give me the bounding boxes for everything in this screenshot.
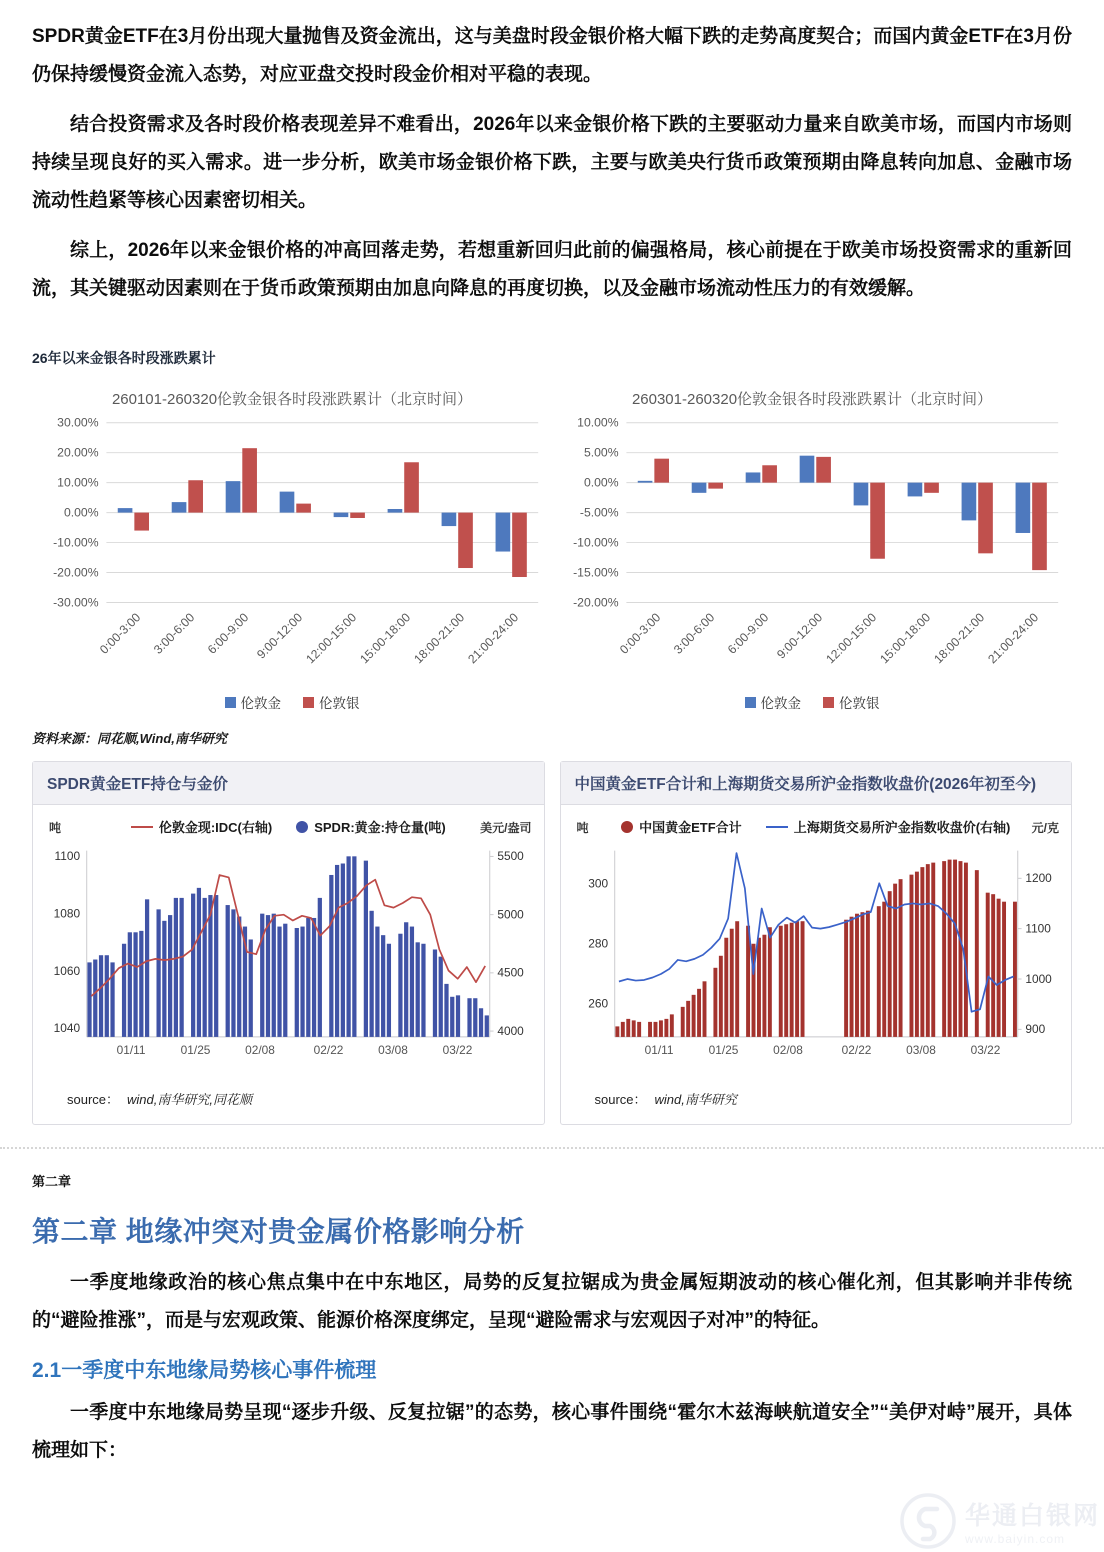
right-tick-label: 1200 <box>1024 871 1052 886</box>
bar-gold <box>854 483 869 506</box>
paragraph-2: 结合投资需求及各时段价格表现差异不难看出，2026年以来金银价格下跌的主要驱动力量来自欧美市场，而国内市场则持续呈现良好的买入需求。进一步分析，欧美市场金银价格下跌，主要与欧美央行货币政策预期由降息转向加息、金融市场流动性趋紧等核心因素密切相关。 <box>32 114 1072 211</box>
chart-legend <box>38 692 546 712</box>
watermark <box>899 1492 1100 1550</box>
legend-item-line <box>131 817 272 836</box>
bar <box>974 871 978 1038</box>
legend-item-line <box>766 817 1011 836</box>
bar <box>620 1022 624 1037</box>
bar-gold <box>1016 483 1031 533</box>
bar <box>648 1022 652 1037</box>
x-tick-label: 18:00-21:00 <box>931 610 988 667</box>
bar-gold <box>496 513 511 552</box>
bar-silver <box>924 483 939 493</box>
source-value: wind,南华研究 <box>654 1092 737 1108</box>
bar <box>669 1015 673 1038</box>
bar <box>653 1022 657 1037</box>
grouped-bar-chart-svg <box>38 411 546 690</box>
bar <box>479 1009 483 1038</box>
x-tick-label: 12:00-15:00 <box>303 610 360 667</box>
bar <box>893 884 897 1037</box>
line-swatch-icon <box>131 826 153 829</box>
bar <box>456 996 460 1038</box>
right-tick-label: 1100 <box>1024 921 1051 936</box>
bar <box>697 989 701 1037</box>
bar <box>346 857 350 1038</box>
x-tick-label: 18:00-21:00 <box>411 610 468 667</box>
legend-item <box>303 692 360 712</box>
left-tick-label: 1040 <box>53 1021 81 1036</box>
bar-gold <box>908 483 923 497</box>
bar <box>128 933 132 1038</box>
legend-label: 伦敦金 <box>240 696 281 712</box>
bar <box>329 875 333 1037</box>
x-tick-label: 15:00-18:00 <box>877 610 934 667</box>
y-tick-label: -20.00% <box>573 595 619 610</box>
y-tick-label: 10.00% <box>57 475 99 490</box>
bar <box>197 888 201 1037</box>
bar <box>421 944 425 1037</box>
price-line <box>91 875 485 996</box>
bar <box>985 893 989 1037</box>
bar <box>947 860 951 1037</box>
bar <box>855 914 859 1037</box>
left-tick-label: 1080 <box>53 906 81 921</box>
bar <box>87 963 91 1038</box>
bar-silver <box>978 483 993 554</box>
combo-chart-svg <box>43 843 534 1079</box>
bar <box>203 898 207 1037</box>
x-tick-label: 03/22 <box>442 1043 473 1058</box>
bar <box>718 956 722 1037</box>
left-tick-label: 1060 <box>53 964 81 979</box>
legend-label: 中国黄金ETF合计 <box>639 820 742 836</box>
bar-silver <box>188 480 203 512</box>
bar-gold <box>962 483 977 521</box>
bar <box>844 920 848 1037</box>
bar <box>942 862 946 1038</box>
left-axis-unit: 吨 <box>576 821 589 836</box>
x-tick-label: 03/08 <box>905 1043 936 1058</box>
bar-gold <box>692 483 707 493</box>
left-tick-label: 280 <box>587 936 608 951</box>
bar <box>767 928 771 1038</box>
bar <box>398 934 402 1037</box>
bar-gold <box>226 481 241 512</box>
grouped-bar-chart-svg <box>558 411 1066 690</box>
x-tick-label: 01/25 <box>180 1043 211 1058</box>
bar <box>658 1021 662 1038</box>
page-break-divider <box>0 1147 1104 1149</box>
bar <box>370 911 374 1037</box>
x-tick-label: 6:00-9:00 <box>204 610 252 657</box>
bar <box>925 865 929 1038</box>
bar <box>865 911 869 1037</box>
panel-source <box>43 1079 534 1116</box>
combo-legend-row <box>571 817 1062 841</box>
x-tick-label: 01/11 <box>116 1043 146 1058</box>
x-tick-label: 3:00-6:00 <box>670 610 718 657</box>
bar <box>283 924 287 1037</box>
chart-legend <box>558 692 1066 712</box>
bar <box>887 892 891 1038</box>
chapter-paragraph-2: 一季度中东地缘局势呈现“逐步升级、反复拉锯”的态势，核心事件围绕“霍尔木兹海峡航道安全”“美伊对峙”展开，具体梳理如下： <box>32 1402 1072 1462</box>
panel-spdr-gold-etf <box>32 761 545 1125</box>
source-label: source： <box>594 1092 647 1108</box>
watermark-logo-icon <box>899 1492 957 1550</box>
bar-gold <box>746 472 761 482</box>
bar-silver <box>134 513 149 531</box>
bar <box>352 857 356 1038</box>
y-tick-label: -30.00% <box>53 595 99 610</box>
bar <box>626 1019 630 1037</box>
chart-jan-to-mar <box>32 382 552 712</box>
panel-china-gold-etf <box>560 761 1073 1125</box>
x-tick-label: 9:00-12:00 <box>254 610 306 662</box>
bar <box>387 944 391 1037</box>
right-tick-label: 5000 <box>497 907 524 922</box>
bar-silver <box>350 513 365 518</box>
bar <box>958 862 962 1038</box>
legend-label: SPDR:黄金:持仓量(吨) <box>314 820 446 836</box>
line-swatch-icon <box>766 826 788 829</box>
bar <box>686 1001 690 1037</box>
bar-silver <box>708 483 723 489</box>
chapter-paragraph-1: 一季度地缘政治的核心焦点集中在中东地区，局势的反复拉锯成为贵金属短期波动的核心催化剂，但其影响并非传统的“避险推涨”，而是与宏观政策、能源价格深度绑定，呈现“避险需求与宏观因子对冲”的特征。 <box>32 1272 1072 1332</box>
y-tick-label: 10.00% <box>577 415 619 430</box>
legend-label: 伦敦金 <box>760 696 801 712</box>
bar <box>226 905 230 1037</box>
bar <box>341 864 345 1037</box>
bar <box>963 863 967 1037</box>
bar <box>133 933 137 1038</box>
legend-label: 上海期货交易所沪金指数收盘价(右轴) <box>793 820 1011 836</box>
bar <box>713 968 717 1037</box>
x-tick-label: 12:00-15:00 <box>823 610 880 667</box>
panels-row <box>32 761 1072 1125</box>
bar <box>991 895 995 1038</box>
bar <box>272 914 276 1037</box>
bar <box>664 1019 668 1037</box>
bar-silver <box>870 483 885 559</box>
bar <box>680 1007 684 1037</box>
bar-silver <box>762 465 777 482</box>
bar <box>778 926 782 1037</box>
legend-item <box>745 692 802 712</box>
bar-silver <box>816 457 831 483</box>
x-tick-label: 6:00-9:00 <box>724 610 772 657</box>
bar <box>145 900 149 1038</box>
panel-title: 中国黄金ETF合计和上海期货交易所沪金指数收盘价(2026年初至今) <box>561 762 1072 805</box>
left-tick-label: 260 <box>587 997 608 1012</box>
bar <box>168 915 172 1037</box>
x-tick-label: 02/08 <box>772 1043 803 1058</box>
x-tick-label: 02/08 <box>245 1043 275 1058</box>
x-tick-label: 03/08 <box>378 1043 408 1058</box>
top-charts-row <box>32 382 1072 712</box>
y-tick-label: -10.00% <box>53 535 99 550</box>
right-tick-label: 1000 <box>1024 972 1052 987</box>
bar <box>266 915 270 1037</box>
y-tick-label: -15.00% <box>573 565 619 580</box>
bar <box>139 931 143 1037</box>
combo-chart-svg <box>571 843 1062 1079</box>
bar <box>444 984 448 1037</box>
left-tick-label: 300 <box>587 876 608 891</box>
chapter-marker: 第二章 <box>32 1174 72 1190</box>
x-tick-label: 01/11 <box>644 1043 673 1058</box>
bar <box>375 927 379 1037</box>
right-tick-label: 5500 <box>497 849 524 864</box>
bar-silver <box>654 459 669 483</box>
bar <box>637 1022 641 1037</box>
bar <box>882 902 886 1037</box>
x-tick-label: 3:00-6:00 <box>150 610 198 657</box>
bar-gold <box>334 513 349 517</box>
bar <box>306 918 310 1037</box>
legend-label: 伦敦银 <box>319 696 360 712</box>
watermark-url: www.baiyin.com <box>964 1532 1066 1546</box>
bar <box>381 936 385 1038</box>
y-tick-label: 0.00% <box>583 475 619 490</box>
bar-gold <box>172 502 187 512</box>
combo-legend-row <box>43 817 534 841</box>
source-value: wind,南华研究,同花顺 <box>127 1092 252 1108</box>
bar <box>996 899 1000 1037</box>
bar <box>931 863 935 1037</box>
legend-label: 伦敦金现:IDC(右轴) <box>158 820 273 836</box>
x-tick-label: 0:00-3:00 <box>96 610 144 657</box>
left-axis-unit: 吨 <box>49 821 62 836</box>
chart-title: 260101-260320伦敦金银各时段涨跌累计（北京时间） <box>111 391 473 408</box>
bar <box>485 1016 489 1037</box>
bar <box>784 925 788 1038</box>
section-2-1-heading: 2.1一季度中东地缘局势核心事件梳理 <box>32 1359 377 1383</box>
legend-item <box>225 692 282 712</box>
bar <box>702 982 706 1038</box>
bar <box>735 922 739 1038</box>
bar-gold <box>280 492 295 513</box>
bar-silver <box>242 448 257 512</box>
bar <box>162 921 166 1037</box>
legend-swatch-icon <box>823 697 834 708</box>
bar <box>404 923 408 1038</box>
bar <box>122 944 126 1037</box>
x-tick-label: 02/22 <box>313 1043 344 1058</box>
y-tick-label: -10.00% <box>573 535 619 550</box>
bar-gold <box>442 513 457 526</box>
bar <box>467 999 471 1038</box>
right-tick-label: 4500 <box>497 966 524 981</box>
bar-gold <box>118 508 133 512</box>
chart-title: 260301-260320伦敦金银各时段涨跌累计（北京时间） <box>631 391 993 408</box>
bar <box>433 950 437 1037</box>
legend-swatch-icon <box>225 697 236 708</box>
panel-body <box>33 805 544 1124</box>
bar <box>410 927 414 1037</box>
bar-silver <box>404 462 419 512</box>
y-tick-label: -20.00% <box>53 565 99 580</box>
bar <box>335 865 339 1037</box>
intro-section <box>32 18 1072 308</box>
y-tick-label: 0.00% <box>63 505 99 520</box>
legend-item-bar <box>296 817 445 836</box>
legend-swatch-icon <box>303 697 314 708</box>
bar <box>876 907 880 1038</box>
bar <box>914 872 918 1037</box>
bar <box>729 929 733 1037</box>
x-tick-label: 21:00-24:00 <box>465 610 522 667</box>
bar <box>860 913 864 1038</box>
panel-title: SPDR黄金ETF持仓与金价 <box>33 762 544 805</box>
x-tick-label: 9:00-12:00 <box>774 610 826 662</box>
x-tick-label: 03/22 <box>970 1043 1000 1058</box>
bar <box>156 910 160 1038</box>
bar-silver <box>296 504 311 513</box>
legend-swatch-icon <box>745 697 756 708</box>
bar <box>312 918 316 1037</box>
right-tick-label: 4000 <box>497 1024 524 1039</box>
bar <box>1002 902 1006 1037</box>
bar <box>237 917 241 1037</box>
bar <box>789 923 793 1037</box>
bar-gold <box>800 456 815 483</box>
right-tick-label: 900 <box>1024 1022 1045 1037</box>
bar <box>174 898 178 1037</box>
panel-source <box>571 1079 1062 1116</box>
paragraph-1: SPDR黄金ETF在3月份出现大量抛售及资金流出，这与美盘时段金银价格大幅下跌的走势高度契合；而国内黄金ETF在3月份仍保持缓慢资金流入态势，对应亚盘交投时段金价相对平稳的表现。 <box>32 26 1072 85</box>
bar <box>800 922 804 1038</box>
dot-swatch-icon <box>296 821 308 833</box>
bar <box>214 895 218 1037</box>
x-tick-label: 02/22 <box>841 1043 871 1058</box>
bar <box>953 860 957 1037</box>
bar-silver <box>512 513 527 577</box>
left-tick-label: 1100 <box>54 849 81 864</box>
bar <box>849 917 853 1037</box>
figure-label: 26年以来金银各时段涨跌累计 <box>32 350 216 366</box>
bar <box>191 894 195 1037</box>
figure-source: 资料来源：同花顺,Wind,南华研究 <box>32 731 227 747</box>
legend-item-bar <box>621 817 742 836</box>
bar <box>180 898 184 1037</box>
right-axis-unit: 美元/盎司 <box>480 821 532 836</box>
watermark-text <box>965 1496 1100 1546</box>
legend-label: 伦敦银 <box>839 696 880 712</box>
bar <box>318 898 322 1037</box>
x-tick-label: 15:00-18:00 <box>357 610 414 667</box>
bar <box>920 868 924 1038</box>
bar <box>757 938 761 1037</box>
bar <box>691 995 695 1037</box>
bar <box>795 922 799 1038</box>
bar <box>762 935 766 1037</box>
watermark-name: 华通白银网 <box>964 1502 1100 1530</box>
bar <box>231 910 235 1038</box>
bar <box>300 927 304 1037</box>
bar-gold <box>388 509 403 513</box>
bar <box>631 1021 635 1038</box>
bar <box>450 997 454 1037</box>
bar <box>615 1027 619 1038</box>
dot-swatch-icon <box>621 821 633 833</box>
bar <box>909 875 913 1037</box>
bar <box>105 956 109 1038</box>
y-tick-label: 30.00% <box>57 415 99 430</box>
y-tick-label: 5.00% <box>583 445 619 460</box>
right-axis-unit: 元/克 <box>1031 821 1059 836</box>
bar <box>724 938 728 1037</box>
bar-silver <box>1032 483 1047 570</box>
bar <box>295 928 299 1037</box>
x-tick-label: 0:00-3:00 <box>616 610 664 657</box>
bar <box>99 956 103 1038</box>
bar <box>93 960 97 1037</box>
bar <box>416 943 420 1038</box>
paragraph-3: 综上，2026年以来金银价格的冲高回落走势，若想重新回归此前的偏强格局，核心前提在于欧美市场投资需求的重新回流，其关键驱动因素则在于货币政策预期由加息向降息的再度切换，以及金融市场流动性压力的有效缓解。 <box>32 240 1072 299</box>
bar-silver <box>458 513 473 568</box>
legend-item <box>823 692 880 712</box>
bar <box>898 880 902 1038</box>
bar <box>1012 902 1016 1037</box>
chart-march-only <box>552 382 1072 712</box>
chapter-heading: 第二章 地缘冲突对贵金属价格影响分析 <box>32 1216 525 1248</box>
panel-body <box>561 805 1072 1124</box>
bar <box>473 999 477 1038</box>
x-tick-label: 01/25 <box>708 1043 738 1058</box>
bar <box>277 927 281 1037</box>
bar-gold <box>638 481 653 483</box>
source-label: source： <box>67 1092 120 1108</box>
y-tick-label: 20.00% <box>57 445 99 460</box>
x-tick-label: 21:00-24:00 <box>985 610 1042 667</box>
y-tick-label: -5.00% <box>579 505 619 520</box>
bar <box>439 957 443 1037</box>
